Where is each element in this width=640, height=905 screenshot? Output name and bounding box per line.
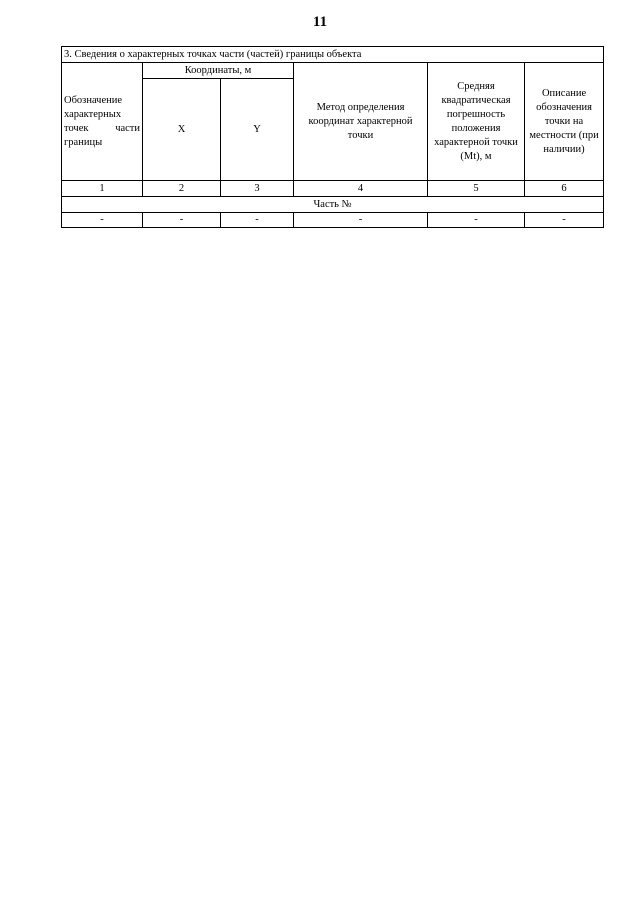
column-number: 6 <box>525 181 604 197</box>
table-cell: - <box>294 213 428 228</box>
page-number: 11 <box>312 14 328 30</box>
part-row <box>62 197 604 213</box>
table-cell: - <box>525 213 604 228</box>
header-coordinates: Координаты, м <box>143 63 294 79</box>
column-number: 2 <box>143 181 221 197</box>
header-designation: Обозначение характерных точек части границы <box>62 63 143 181</box>
table-row <box>62 213 604 228</box>
header-error: Средняя квадратическая погрешность положения характерной точки (Mt), м <box>428 63 525 181</box>
header-y: Y <box>221 79 294 181</box>
characteristic-points-table <box>61 46 604 228</box>
section-title: 3. Сведения о характерных точках части (частей) границы объекта <box>62 47 604 63</box>
table-cell: - <box>221 213 294 228</box>
column-number: 1 <box>62 181 143 197</box>
column-number: 3 <box>221 181 294 197</box>
header-description: Описание обозначения точки на местности (при наличии) <box>525 63 604 181</box>
column-number: 5 <box>428 181 525 197</box>
part-label: Часть № <box>62 197 604 213</box>
table-cell: - <box>62 213 143 228</box>
header-method: Метод определения координат характерной точки <box>294 63 428 181</box>
column-number: 4 <box>294 181 428 197</box>
table-cell: - <box>428 213 525 228</box>
column-numbers-row <box>62 181 604 197</box>
table-cell: - <box>143 213 221 228</box>
header-x: X <box>143 79 221 181</box>
